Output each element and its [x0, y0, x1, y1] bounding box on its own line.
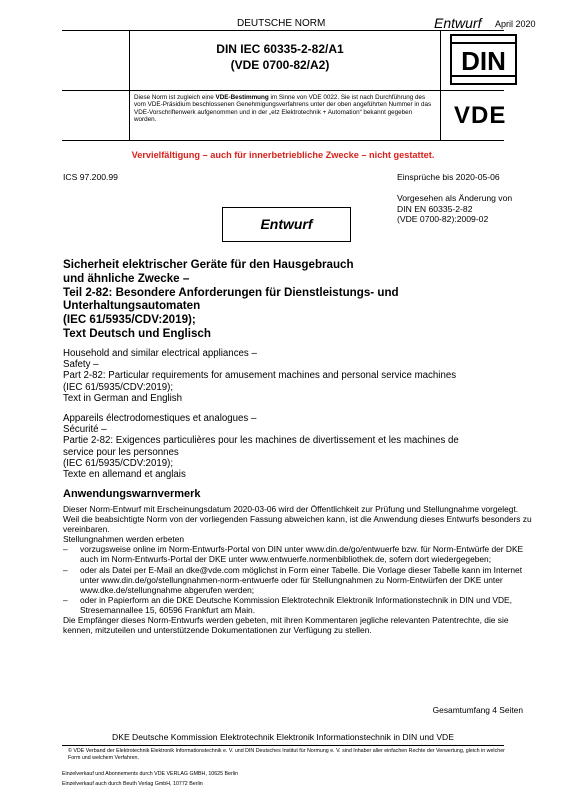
application-warning-text — [63, 504, 533, 635]
sales-line-vde: Einzelverkauf und Abonnements durch VDE VERLAG GMBH, 10625 Berlin — [62, 771, 239, 777]
vde-logo: VDE — [454, 102, 507, 129]
issue-date: April 2020 — [495, 19, 536, 29]
footer-rule — [62, 745, 504, 746]
draft-label-box: Entwurf — [222, 207, 351, 242]
vde-note: Diese Norm ist zugleich eine VDE-Bestimmung im Sinne von VDE 0022. Sie ist nach Durchführung des vom VDE-Präsidium beschlossenen Genehmigungsverfahrens unter der oben angeführten Nummer in das VDE-Vorschriftenwerk aufgenommen und in der „etz Elektrotechnik + Automation“ bekannt gegeben worden. — [134, 94, 432, 124]
din-logo — [450, 34, 517, 85]
application-p4: Die Empfänger dieses Norm-Entwurfs werden gebeten, mit ihren Kommentaren jegliche relevanten Patentrechte, die sie kennen, mitzuteilen und unterstützende Dokumentationen zur Verfügung zu stellen. — [63, 615, 509, 636]
comment-deadline: Einsprüche bis 2020-05-06 — [397, 172, 500, 182]
title-english: Household and similar electrical appliances – Safety – Part 2-82: Particular requirements for amusement machines and personal service machines (IEC 61/5935/CDV:2019); Text in German and English — [63, 348, 457, 404]
dke-footer: DKE Deutsche Kommission Elektrotechnik Elektronik Informationstechnik in DIN und VDE — [112, 732, 454, 742]
list-item: – vorzugsweise online im Norm-Entwurfs-Portal von DIN unter www.din.de/go/entwuerfe bzw. für Norm-Entwürfe der DKE auch im Norm-Entwurfs-Portal der DKE unter www.entwuerfe.normenbibliothek.de, sofern dort wiedergegeben; — [63, 544, 524, 565]
ics-code: ICS 97.200.99 — [63, 172, 118, 182]
application-heading: Anwendungswarnvermerk — [63, 488, 201, 500]
application-p3: Stellungnahmen werden erbeten — [63, 534, 185, 545]
list-item: – oder als Datei per E-Mail an dke@vde.com möglichst in Form einer Tabelle. Die Vorlage dieser Tabelle kann im Internet unter www.din.de/go/stellungnahmen-norm-entwuerfe oder für Stellungnahmen zu Norm-Entwürfen der DKE unter www.dke.de/stellungnahme abgerufen werden; — [63, 564, 523, 595]
application-p2: Weil die beabsichtigte Norm von der vorliegenden Fassung abweichen kann, ist die Anwendung dieses Entwurfs besonders zu vereinbaren. — [63, 514, 532, 535]
header-bottom-rule — [62, 140, 504, 141]
application-p1: Dieser Norm-Entwurf mit Erscheinungsdatum 2020-03-06 wird der Öffentlichkeit zur Prüfung und Stellungnahme vorgelegt. — [63, 504, 519, 514]
title-german: Sicherheit elektrischer Geräte für den Hausgebrauch und ähnliche Zwecke – Teil 2-82: Besondere Anforderungen für Dienstleistungs- und Unterhaltungsautomaten (IEC 61/5935/CDV:2019); Text Deutsch und Englisch — [63, 258, 399, 340]
document-number: DIN IEC 60335-2-82/A1 — [216, 42, 344, 56]
draft-status: Entwurf — [434, 15, 482, 31]
list-item: – oder in Papierform an die DKE Deutsche Kommission Elektrotechnik Elektronik Informationstechnik in DIN und VDE, Stresemannallee 15, 60596 Frankfurt am Main. — [63, 594, 512, 615]
header-right-divider — [440, 30, 441, 140]
norm-type: DEUTSCHE NORM — [237, 18, 326, 29]
title-french: Appareils électrodomestiques et analogues – Sécurité – Partie 2-82: Exigences particulières pour les machines de divertissement et les machines de service pour les personnes (IEC 61/5935/CDV:2019); Texte en allemand et anglais — [63, 413, 459, 481]
din-logo-text: DIN — [461, 46, 506, 76]
reproduction-notice: Vervielfältigung – auch für innerbetriebliche Zwecke – nicht gestattet. — [131, 150, 435, 160]
intended-change: Vorgesehen als Änderung von DIN EN 60335-2-82 (VDE 0700-82):2009-02 — [397, 193, 513, 225]
total-pages: Gesamtumfang 4 Seiten — [432, 705, 523, 715]
vde-classification: (VDE 0700-82/A2) — [230, 58, 330, 72]
sales-line-beuth: Einzelverkauf auch durch Beuth Verlag GmbH, 10772 Berlin — [62, 781, 203, 787]
copyright-notice: © VDE Verband der Elektrotechnik Elektronik Informationstechnik e. V. und DIN Deutsches Institut für Normung e. V. sind Inhaber aller einfachen Rechte der Verwertung, gleich in welcher Form und welchem Verfahren. — [68, 748, 505, 761]
